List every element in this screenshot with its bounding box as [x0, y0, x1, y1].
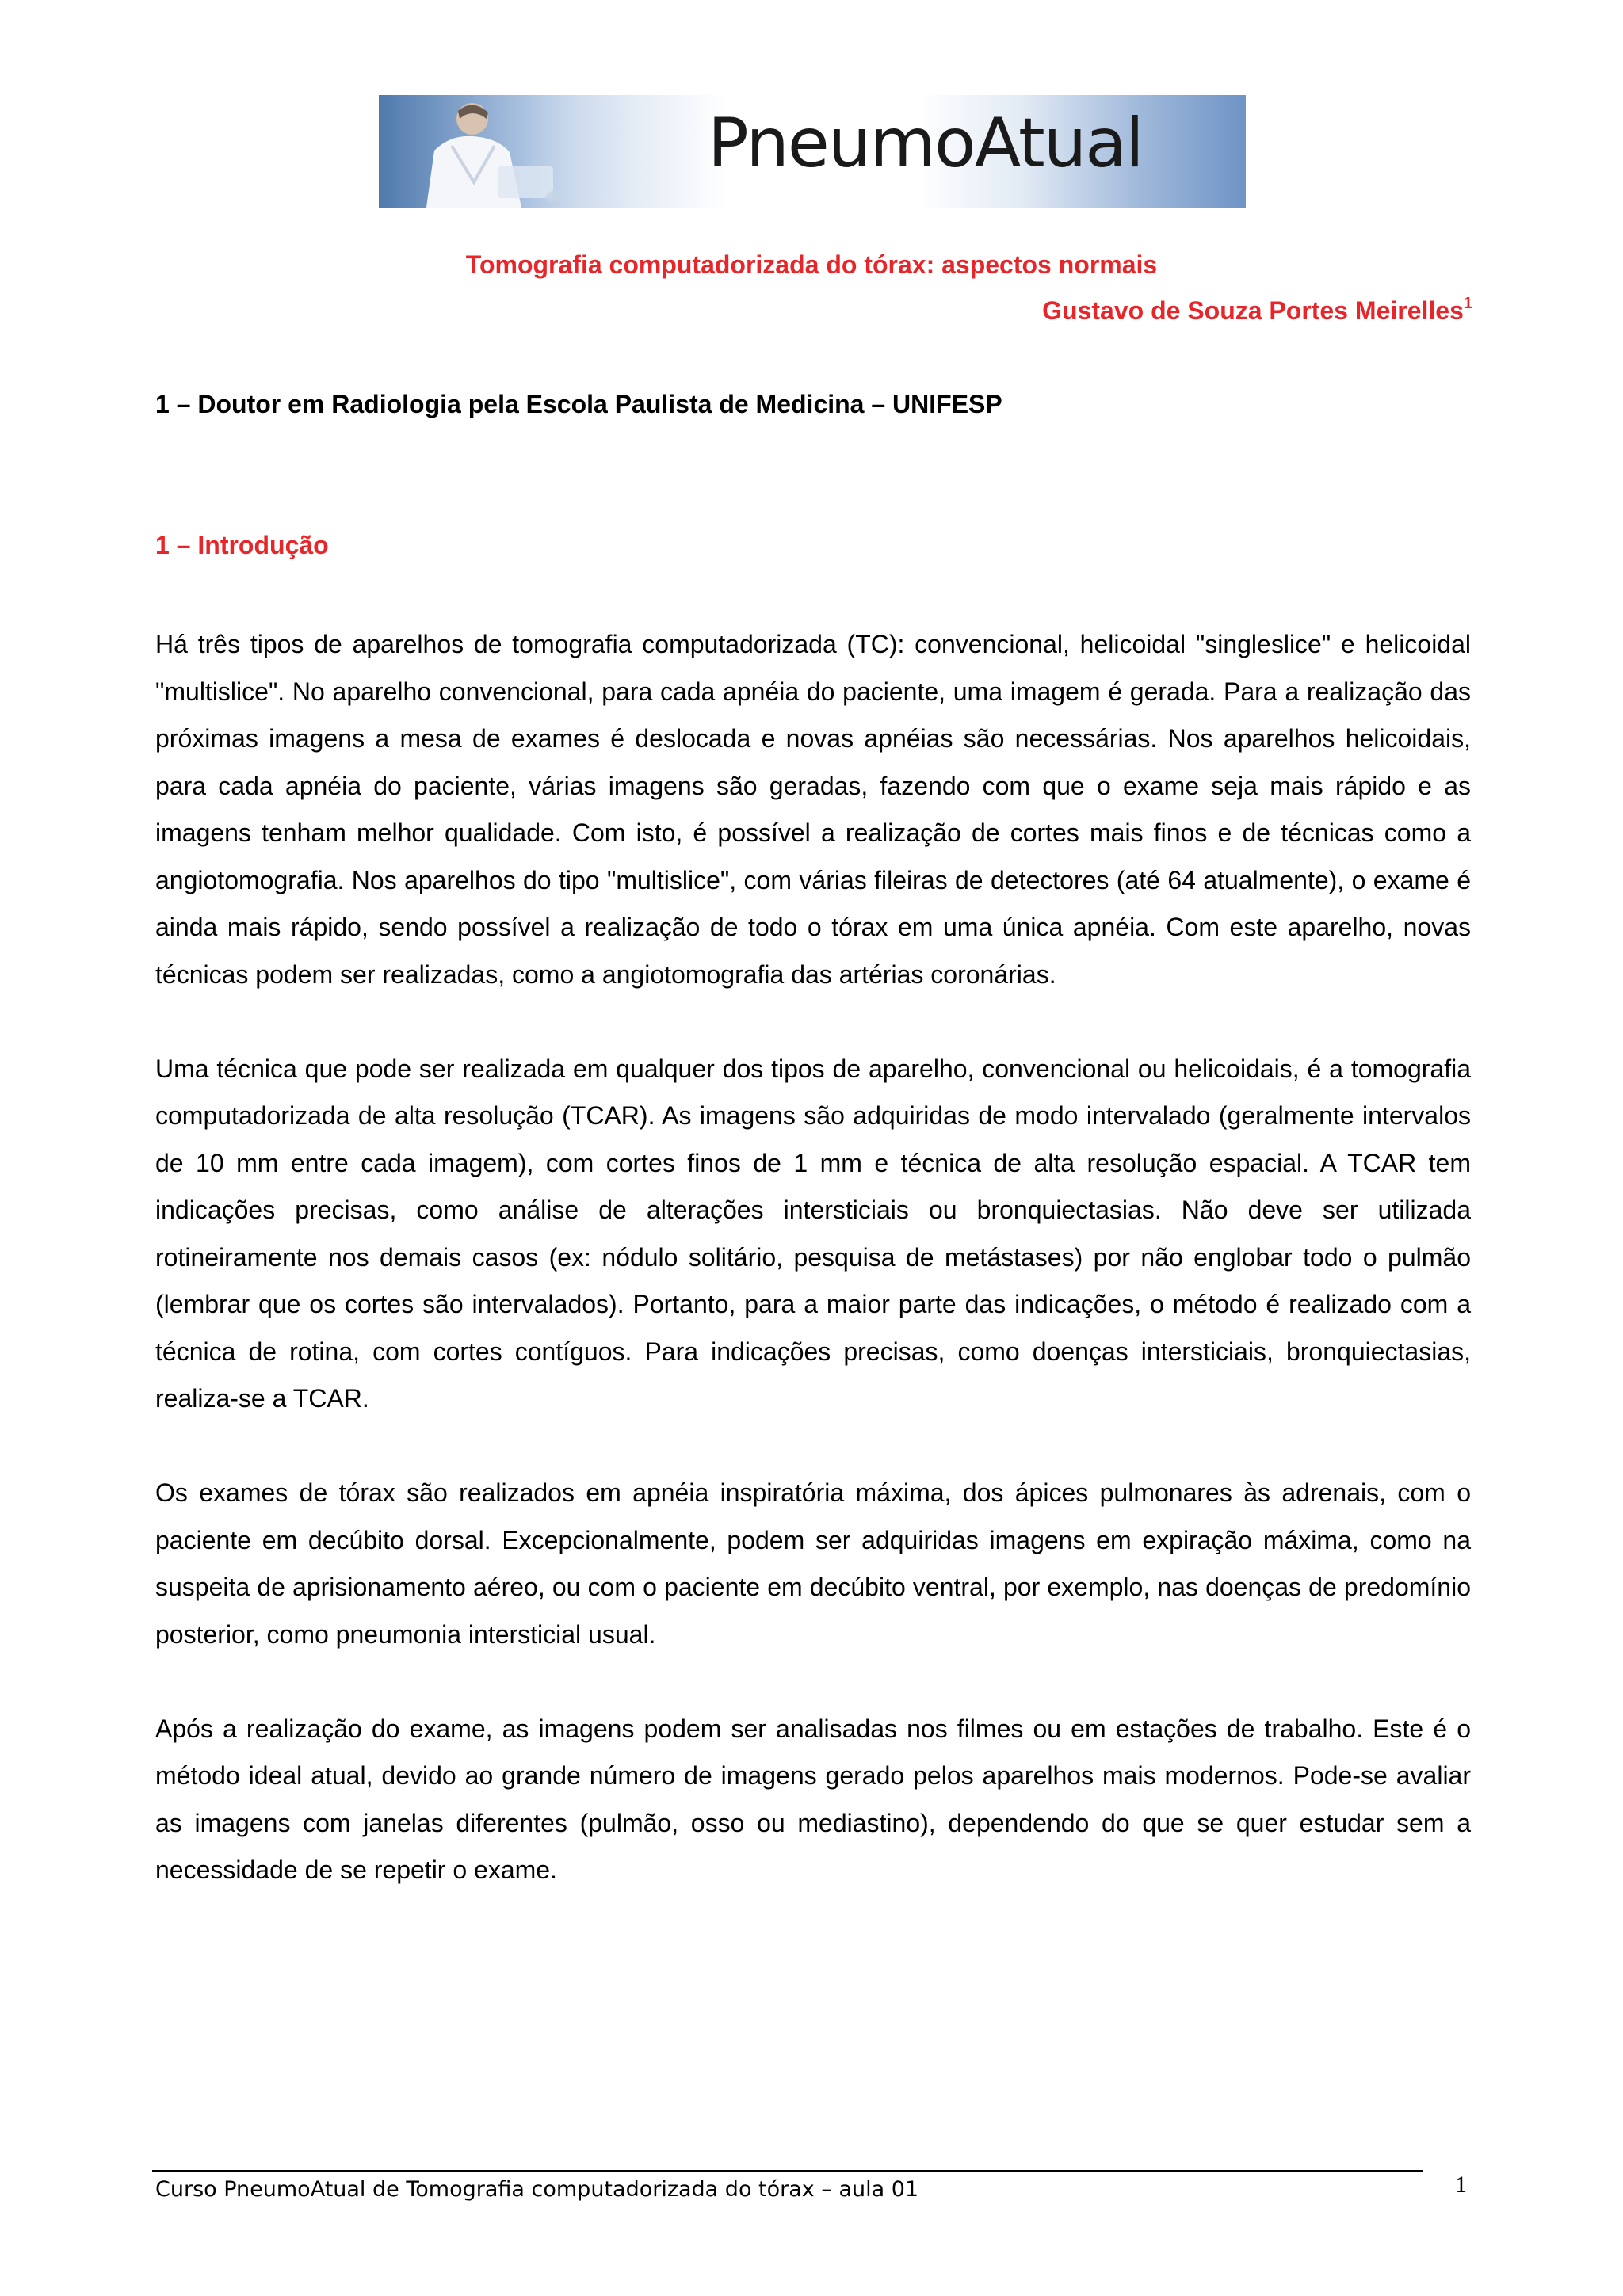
paragraph: Após a realização do exame, as imagens podem ser analisadas nos filmes ou em estações de trabalho. Este é o método ideal atual, devido ao grande número de imagens gerado pelos aparelhos mais modernos. Pode-se avaliar as imagens com janelas diferentes (pulmão, osso ou mediastino), dependendo do que se quer estudar sem a necessidade de se repetir o exame. — [155, 1714, 1471, 1884]
paragraph: Os exames de tórax são realizados em apnéia inspiratória máxima, dos ápices pulmonares às adrenais, com o paciente em decúbito dorsal. Excepcionalmente, podem ser adquiridas imagens em expiração máxima, como na suspeita de aprisionamento aéreo, ou com o paciente em decúbito ventral, por exemplo, nas doenças de predomínio posterior, como pneumonia intersticial usual. — [155, 1478, 1471, 1649]
document-title: Tomografia computadorizada do tórax: aspectos normais — [465, 250, 1158, 279]
doctor-photo-image — [379, 95, 617, 208]
paragraph: Há três tipos de aparelhos de tomografia computadorizada (TC): convencional, helicoidal "singleslice" e helicoidal "multislice". No aparelho convencional, para cada apnéia do paciente, uma imagem é gerada. Para a realização das próximas imagens a mesa de exames é deslocada e novas apnéias são necessárias. Nos aparelhos helicoidais, para cada apnéia do paciente, várias imagens são geradas, fazendo com que o exame seja mais rápido e as imagens tenham melhor qualidade. Com isto, é possível a realização de cortes mais finos e de técnicas como a angiotomografia. Nos aparelhos do tipo "multislice", com várias fileiras de detectores (até 64 atualmente), o exame é ainda mais rápido, sendo possível a realização de todo o tórax em uma única apnéia. Com este aparelho, novas técnicas podem ser realizadas, como a angiotomografia das artérias coronárias. — [155, 630, 1471, 989]
section-heading: 1 – Introdução — [155, 531, 329, 559]
page-number: 1 — [1455, 2172, 1467, 2198]
header-banner — [379, 95, 1246, 208]
author-line — [1042, 295, 1472, 326]
author-footnote-marker: 1 — [1463, 295, 1472, 312]
pneumoatual-logo: PneumoAtual — [708, 104, 1143, 183]
section-body — [155, 621, 1471, 1941]
footer-course-title: Curso PneumoAtual de Tomografia computadorizada do tórax – aula 01 — [155, 2177, 919, 2202]
author-affiliation: 1 – Doutor em Radiologia pela Escola Paulista de Medicina – UNIFESP — [155, 390, 1002, 418]
paragraph: Uma técnica que pode ser realizada em qualquer dos tipos de aparelho, convencional ou helicoidais, é a tomografia computadorizada de alta resolução (TCAR). As imagens são adquiridas de modo intervalado (geralmente intervalos de 10 mm entre cada imagem), com cortes finos de 1 mm e técnica de alta resolução espacial. A TCAR tem indicações precisas, como análise de alterações intersticiais ou bronquiectasias. Não deve ser utilizada rotineiramente nos demais casos (ex: nódulo solitário, pesquisa de metástases) por não englobar todo o pulmão (lembrar que os cortes são intervalados). Portanto, para a maior parte das indicações, o método é realizado com a técnica de rotina, com cortes contíguos. Para indicações precisas, como doenças intersticiais, bronquiectasias, realiza-se a TCAR. — [155, 1054, 1471, 1413]
author-name: Gustavo de Souza Portes Meirelles — [1042, 296, 1464, 325]
footer-divider — [152, 2170, 1423, 2172]
